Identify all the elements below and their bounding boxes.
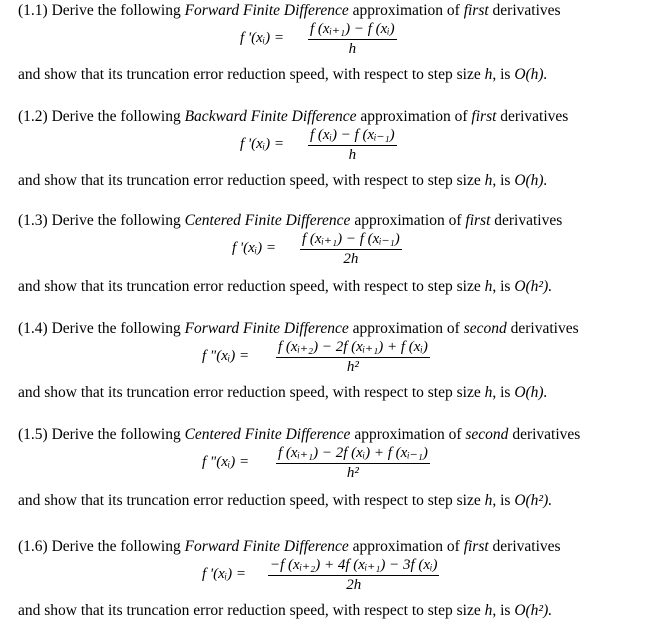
truncation-order: O(h²).: [514, 492, 553, 509]
formula-fraction: [268, 556, 439, 594]
tail-text: and show that its truncation error reduction speed, with respect to step size: [18, 172, 481, 189]
problem-tail: [18, 492, 648, 510]
formula-fraction: [276, 444, 430, 482]
formula-fraction: [276, 338, 430, 376]
heading-mid: approximation of: [352, 320, 460, 337]
tail-var: h: [484, 172, 493, 189]
formula-fraction: [300, 230, 402, 268]
problem-tail: [18, 172, 648, 190]
derivative-order: first: [463, 2, 489, 19]
formula-numerator: f (xᵢ₊₁) − f (xᵢ): [310, 21, 395, 37]
tail-is: , is: [492, 172, 511, 189]
problem-heading: [18, 108, 648, 126]
problem-label: (1.6) Derive the following: [18, 538, 181, 555]
method-name: Centered Finite Difference: [184, 212, 351, 229]
tail-var: h: [484, 602, 493, 619]
derivative-order: second: [465, 426, 509, 443]
tail-var: h: [484, 66, 493, 83]
problem-tail: [18, 602, 648, 620]
problem-heading: [18, 212, 648, 230]
heading-kind: derivatives: [500, 108, 569, 125]
problem-1-2: [18, 108, 648, 190]
truncation-order: O(h).: [514, 66, 548, 83]
tail-var: h: [484, 492, 493, 509]
tail-is: , is: [492, 66, 511, 83]
heading-mid: approximation of: [354, 212, 462, 229]
formula-denominator: 2h: [343, 251, 359, 267]
heading-kind: derivatives: [492, 2, 561, 19]
formula-numerator: f (xᵢ₊₁) − f (xᵢ₋₁): [302, 231, 400, 247]
formula-fraction: [308, 20, 397, 58]
formula-lhs: f "(xᵢ) =: [202, 454, 250, 470]
truncation-order: O(h²).: [514, 278, 553, 295]
tail-text: and show that its truncation error reduction speed, with respect to step size: [18, 492, 481, 509]
derivative-order: first: [463, 538, 489, 555]
tail-var: h: [484, 278, 493, 295]
heading-mid: approximation of: [352, 2, 460, 19]
method-name: Forward Finite Difference: [184, 2, 349, 19]
derivative-order: second: [463, 320, 507, 337]
formula-lhs: f '(xᵢ) =: [240, 30, 285, 46]
problem-1-3: [18, 212, 648, 296]
method-name: Centered Finite Difference: [184, 426, 351, 443]
heading-kind: derivatives: [512, 426, 581, 443]
derivative-order: first: [471, 108, 497, 125]
formula-lhs: f '(xᵢ) =: [232, 240, 277, 256]
method-name: Backward Finite Difference: [184, 108, 357, 125]
heading-mid: approximation of: [354, 426, 462, 443]
formula-denominator: h: [348, 41, 357, 57]
formula: [18, 556, 648, 596]
formula-denominator: h²: [346, 359, 359, 375]
problem-heading: [18, 2, 648, 20]
formula-lhs: f '(xᵢ) =: [202, 566, 247, 582]
problem-label: (1.5) Derive the following: [18, 426, 181, 443]
problem-label: (1.4) Derive the following: [18, 320, 181, 337]
heading-kind: derivatives: [510, 320, 579, 337]
formula-lhs: f "(xᵢ) =: [202, 348, 250, 364]
problem-heading: [18, 426, 648, 444]
problem-1-6: [18, 538, 648, 620]
method-name: Forward Finite Difference: [184, 320, 349, 337]
tail-text: and show that its truncation error reduction speed, with respect to step size: [18, 602, 481, 619]
truncation-order: O(h).: [514, 384, 548, 401]
formula-numerator: f (xᵢ₊₁) − 2f (xᵢ) + f (xᵢ₋₁): [278, 445, 428, 461]
method-name: Forward Finite Difference: [184, 538, 349, 555]
formula-numerator: f (xᵢ) − f (xᵢ₋₁): [310, 127, 395, 143]
problem-tail: [18, 278, 648, 296]
formula-numerator: −f (xᵢ₊₂) + 4f (xᵢ₊₁) − 3f (xᵢ): [270, 557, 438, 573]
tail-is: , is: [492, 602, 511, 619]
problem-label: (1.2) Derive the following: [18, 108, 181, 125]
heading-mid: approximation of: [352, 538, 460, 555]
formula: [18, 230, 648, 270]
problem-1-5: [18, 426, 648, 510]
formula-lhs: f '(xᵢ) =: [240, 136, 285, 152]
formula: [18, 444, 648, 484]
heading-kind: derivatives: [494, 212, 563, 229]
heading-kind: derivatives: [492, 538, 561, 555]
tail-text: and show that its truncation error reduction speed, with respect to step size: [18, 384, 481, 401]
truncation-order: O(h).: [514, 172, 548, 189]
tail-var: h: [484, 384, 493, 401]
derivative-order: first: [465, 212, 491, 229]
problem-1-4: [18, 320, 648, 402]
problem-heading: [18, 320, 648, 338]
formula: [18, 20, 648, 60]
formula-fraction: [308, 126, 397, 164]
formula-denominator: h²: [346, 465, 359, 481]
tail-text: and show that its truncation error reduction speed, with respect to step size: [18, 278, 481, 295]
problem-label: (1.3) Derive the following: [18, 212, 181, 229]
problem-heading: [18, 538, 648, 556]
problem-label: (1.1) Derive the following: [18, 2, 181, 19]
tail-is: , is: [492, 492, 511, 509]
truncation-order: O(h²).: [514, 602, 553, 619]
problem-1-1: [18, 2, 648, 84]
formula: [18, 126, 648, 166]
tail-is: , is: [492, 278, 511, 295]
formula-denominator: h: [348, 147, 357, 163]
formula-numerator: f (xᵢ₊₂) − 2f (xᵢ₊₁) + f (xᵢ): [278, 339, 428, 355]
tail-text: and show that its truncation error reduction speed, with respect to step size: [18, 66, 481, 83]
tail-is: , is: [492, 384, 511, 401]
problem-tail: [18, 66, 648, 84]
heading-mid: approximation of: [360, 108, 468, 125]
formula: [18, 338, 648, 378]
problem-tail: [18, 384, 648, 402]
formula-denominator: 2h: [346, 577, 362, 593]
